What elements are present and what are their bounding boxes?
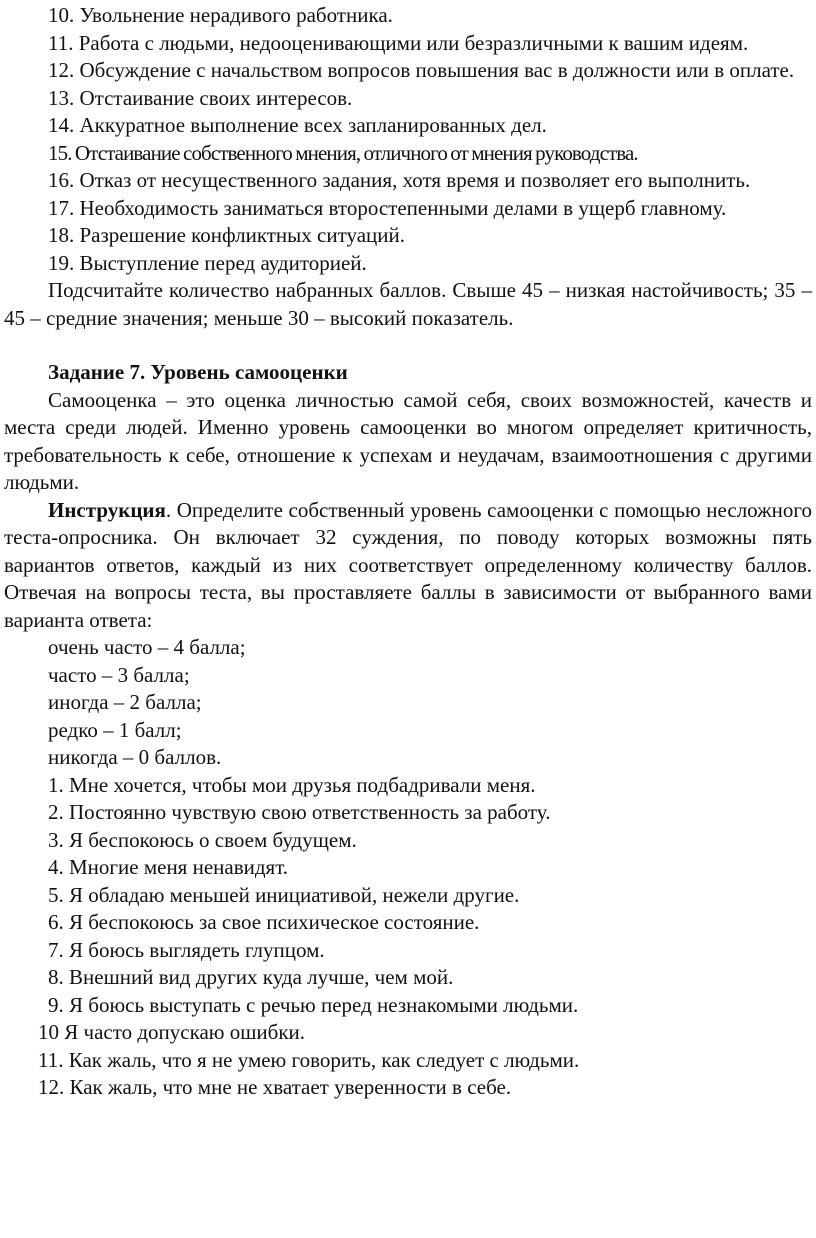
answer-option: никогда – 0 баллов.: [48, 745, 222, 769]
section-heading: Задание 7. Уровень самооценки: [48, 360, 348, 384]
list-item: 18. Разрешение конфликтных ситуаций.: [48, 223, 405, 247]
list-item: 12. Обсуждение с начальством вопросов повышения вас в должности или в оплате.: [48, 58, 795, 82]
instruction-paragraph: [4, 497, 812, 635]
instruction-text: . Определите собственный уровень самооценки с помощью несложного теста-опросника. Он включает 32 суждения, по поводу которых возможны пять вариантов ответов, каждый из них соответствует определенному количеству баллов. Отвечая на вопросы теста, вы проставляете баллы в зависимости от выбранного вами варианта ответа:: [4, 497, 812, 632]
list-item: 10. Увольнение нерадивого работника.: [48, 3, 393, 27]
list-item: 17. Необходимость заниматься второстепенными делами в ущерб главному.: [48, 195, 727, 220]
list-item: 19. Выступление перед аудиторией.: [48, 250, 367, 275]
statement-item: 5. Я обладаю меньшей инициативой, нежели другие.: [48, 882, 520, 907]
statement-item: 8. Внешний вид других куда лучше, чем мой.: [48, 965, 454, 989]
list-item: 16. Отказ от несущественного задания, хотя время и позволяет его выполнить.: [48, 168, 751, 192]
list-item: 14. Аккуратное выполнение всех запланированных дел.: [48, 113, 547, 137]
answer-option: часто – 3 балла;: [48, 662, 190, 687]
list-item: 13. Отстаивание своих интересов.: [48, 85, 353, 110]
answer-option: очень часто – 4 балла;: [48, 635, 246, 659]
list-item: 15. Отстаивание собственного мнения, отличного от мнения руководства.: [48, 140, 638, 165]
statement-item: 2. Постоянно чувствую свою ответственность за работу.: [48, 800, 551, 824]
statement-item: 7. Я боюсь выглядеть глупцом.: [48, 937, 325, 962]
statement-item: 3. Я беспокоюсь о своем будущем.: [48, 827, 357, 852]
statement-item: 12. Как жаль, что мне не хватает уверенности в себе.: [38, 1075, 512, 1099]
scoring-paragraph: Подсчитайте количество набранных баллов. Свыше 45 – низкая настойчивость; 35 – 45 – средние значения; меньше 30 – высокий показатель.: [4, 278, 812, 330]
statement-item: 9. Я боюсь выступать с речью перед незнакомыми людьми.: [48, 992, 579, 1017]
statement-item: 11. Как жаль, что я не умею говорить, как следует с людьми.: [38, 1047, 580, 1072]
instruction-label: Инструкция: [48, 497, 166, 522]
statement-item: 1. Мне хочется, чтобы мои друзья подбадривали меня.: [48, 772, 536, 797]
list-item: 11. Работа с людьми, недооценивающими или безразличными к вашим идеям.: [48, 30, 749, 55]
statement-item: 6. Я беспокоюсь за свое психическое состояние.: [48, 910, 480, 934]
intro-paragraph: Самооценка – это оценка личностью самой себя, своих возможностей, качеств и места среди людей. Именно уровень самооценки во многом определяет критичность, требовательность к себе, отношение к успехам и неудачам, взаимоотношения с другими людьми.: [4, 387, 812, 494]
statement-item: 10 Я часто допускаю ошибки.: [38, 1020, 306, 1044]
answer-option: иногда – 2 балла;: [48, 690, 202, 714]
answer-option: редко – 1 балл;: [48, 717, 182, 742]
statement-item: 4. Многие меня ненавидят.: [48, 855, 289, 879]
spacer: [4, 332, 812, 359]
